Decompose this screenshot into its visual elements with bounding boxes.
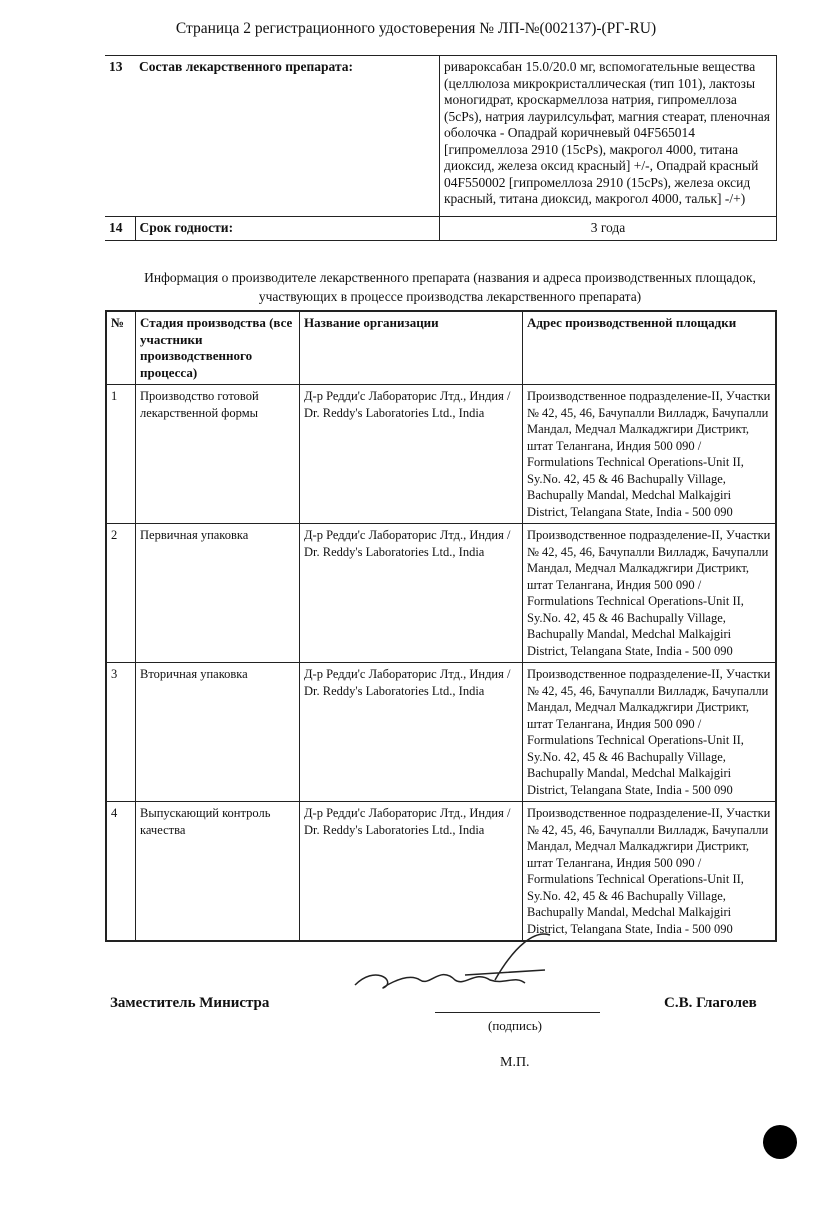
cell-org: Д-р Редди'с Лабораторис Лтд., Индия / Dr. Reddy's Laboratories Ltd., India [300, 802, 523, 942]
manufacturers-table [105, 310, 777, 942]
cell-stage: Производство готовой лекарственной формы [136, 385, 300, 524]
table-row [105, 56, 777, 217]
composition-table [105, 55, 777, 241]
table-row [106, 385, 776, 524]
page-header: Страница 2 регистрационного удостоверения № ЛП-№(002137)-(РГ-RU) [175, 20, 657, 37]
row-number: 13 [105, 56, 135, 217]
punch-hole-mark [763, 1125, 797, 1159]
cell-stage: Первичная упаковка [136, 524, 300, 663]
row-label: Состав лекарственного препарата: [135, 56, 440, 217]
cell-stage: Выпускающий контроль качества [136, 802, 300, 942]
signature-image [345, 925, 565, 1005]
signatory-name: С.В. Глаголев [664, 995, 757, 1011]
column-header: Адрес производственной площадки [523, 311, 777, 385]
table-row [106, 663, 776, 802]
table-row [106, 524, 776, 663]
table-row [106, 802, 776, 942]
column-header: Название организации [300, 311, 523, 385]
cell-address: Производственное подразделение-II, Участки № 42, 45, 46, Бачупалли Вилладж, Бачупалли Мандал, Медчал Малкаджгири Дистрикт, штат Телангана, Индия 500 090 / Formulations Technical Operations-Unit II, Sy.No. 42, 45 & 46 Bachupally Village, Bachupally Mandal, Medchal Malkajgiri District, Telangana State, India - 500 090 [523, 385, 777, 524]
column-header: Стадия производства (все участники производственного процесса) [136, 311, 300, 385]
table-row [105, 217, 777, 241]
cell-address: Производственное подразделение-II, Участки № 42, 45, 46, Бачупалли Вилладж, Бачупалли Мандал, Медчал Малкаджгири Дистрикт, штат Телангана, Индия 500 090 / Formulations Technical Operations-Unit II, Sy.No. 42, 45 & 46 Bachupally Village, Bachupally Mandal, Medchal Malkajgiri District, Telangana State, India - 500 090 [523, 524, 777, 663]
cell-stage: Вторичная упаковка [136, 663, 300, 802]
row-label: Срок годности: [135, 217, 440, 241]
cell-org: Д-р Редди'с Лабораторис Лтд., Индия / Dr. Reddy's Laboratories Ltd., India [300, 663, 523, 802]
row-value: 3 года [440, 217, 777, 241]
row-value: ривароксабан 15.0/20.0 мг, вспомогательные вещества (целлюлоза микрокристаллическая (тип 101), лактозы моногидрат, кроскармеллоза натрия, гипромеллоза (5cPs), натрия лаурилсульфат, магния стеарат, пленочная оболочка - Опадрай коричневый 04F565014 [гипромеллоза 2910 (15cPs), макрогол 4000, титана диоксид, железа оксид красный] +/-, Опадрай красный 04F550002 [гипромеллоза 2910 (15cPs), железа оксид красный, титана диоксид, макрогол 4000, тальк] -/+) [440, 56, 777, 217]
cell-num: 1 [106, 385, 136, 524]
signature-line [435, 1012, 600, 1013]
seal-label: М.П. [500, 1055, 530, 1070]
cell-num: 3 [106, 663, 136, 802]
cell-org: Д-р Редди'с Лабораторис Лтд., Индия / Dr. Reddy's Laboratories Ltd., India [300, 385, 523, 524]
cell-num: 4 [106, 802, 136, 942]
column-header: № [106, 311, 136, 385]
cell-org: Д-р Редди'с Лабораторис Лтд., Индия / Dr. Reddy's Laboratories Ltd., India [300, 524, 523, 663]
signatory-position: Заместитель Министра [110, 995, 270, 1011]
cell-address: Производственное подразделение-II, Участки № 42, 45, 46, Бачупалли Вилладж, Бачупалли Мандал, Медчал Малкаджгири Дистрикт, штат Телангана, Индия 500 090 / Formulations Technical Operations-Unit II, Sy.No. 42, 45 & 46 Bachupally Village, Bachupally Mandal, Medchal Malkajgiri District, Telangana State, India - 500 090 [523, 663, 777, 802]
signature-caption: (подпись) [488, 1018, 542, 1033]
cell-address: Производственное подразделение-II, Участки № 42, 45, 46, Бачупалли Вилладж, Бачупалли Мандал, Медчал Малкаджгири Дистрикт, штат Телангана, Индия 500 090 / Formulations Technical Operations-Unit II, Sy.No. 42, 45 & 46 Bachupally Village, Bachupally Mandal, Medchal Malkajgiri District, Telangana State, India - 500 090 [523, 802, 777, 942]
cell-num: 2 [106, 524, 136, 663]
row-number: 14 [105, 217, 135, 241]
table-header-row [106, 311, 776, 385]
section-title: Информация о производителе лекарственного препарата (названия и адреса производственных площадок, участвующих в процессе производства лекарственного препарата) [144, 270, 756, 304]
